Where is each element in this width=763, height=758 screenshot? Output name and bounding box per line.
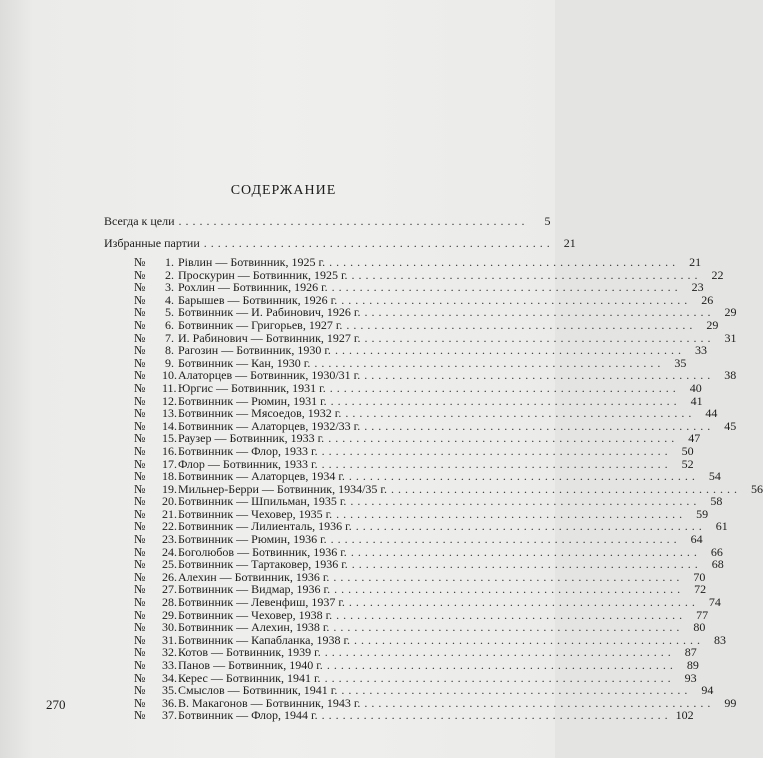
game-title: Алаторцев — Ботвинник, 1930/31 г. [178, 368, 361, 383]
leader-dots: .................................................. [364, 330, 715, 345]
game-number-sign: № [134, 519, 146, 534]
leader-dots: .................................................. [329, 255, 680, 269]
game-number: 29. [162, 607, 177, 622]
leader-dots: .................................................. [364, 695, 715, 710]
game-number: 26. [162, 569, 177, 584]
game-number: 2. [165, 267, 174, 282]
game-number-sign: № [134, 330, 146, 345]
game-number-sign: № [134, 317, 146, 332]
leader-dots: .................................................. [351, 557, 702, 572]
leader-dots: .................................................. [364, 418, 715, 433]
game-number: 10. [162, 368, 177, 383]
game-title: Ботвинник — Шпильман, 1935 г. [178, 494, 347, 509]
game-number: 19. [162, 481, 177, 496]
game-page: 33 [694, 343, 707, 358]
game-page: 68 [711, 557, 724, 572]
game-title: Алехин — Ботвинник, 1936 г. [178, 569, 330, 584]
leader-dots: .................................................. [333, 620, 684, 635]
game-number-sign: № [134, 267, 146, 282]
game-page: 26 [701, 292, 714, 307]
leader-dots: .................................................. [203, 236, 554, 250]
game-number: 24. [162, 544, 177, 559]
game-page: 64 [690, 532, 703, 547]
game-page: 74 [708, 595, 721, 610]
game-title: Проскурин — Ботвинник, 1925 г. [178, 267, 348, 282]
game-page: 52 [681, 456, 694, 471]
game-number-sign: № [134, 418, 146, 433]
game-number: 3. [165, 280, 174, 295]
game-title: Ботвинник — Флор, 1944 г. [178, 708, 318, 723]
game-title: Барышев — Ботвинник, 1926 г. [178, 292, 338, 307]
game-page: 89 [686, 658, 699, 672]
leader-dots: .................................................. [334, 343, 685, 358]
toc-intro-row [104, 212, 551, 234]
toc-game-row [104, 255, 702, 269]
game-number-sign: № [134, 683, 146, 698]
game-title: Керес — Ботвинник, 1941 г. [178, 670, 321, 685]
game-page: 58 [710, 494, 723, 509]
game-number: 15. [162, 431, 177, 446]
toc-game-row [104, 708, 694, 723]
game-page: 45 [724, 418, 737, 433]
game-number: 13. [162, 406, 177, 421]
game-page: 93 [684, 670, 697, 685]
game-title: Ботвинник — И. Рабинович, 1926 г. [178, 305, 361, 320]
game-number-sign: № [134, 494, 146, 509]
game-number-sign: № [134, 569, 146, 584]
game-page: 35 [674, 355, 687, 370]
leader-dots: .................................................. [391, 481, 741, 496]
game-number-sign: № [134, 292, 146, 307]
game-number-sign: № [134, 557, 146, 572]
leader-dots: .................................................. [330, 532, 681, 547]
toc-game-row [104, 406, 718, 421]
game-number-sign: № [134, 469, 146, 484]
game-number-sign: № [134, 658, 146, 672]
leader-dots: .................................................. [348, 595, 699, 610]
game-number: 5. [165, 305, 174, 320]
game-title: Ботвинник — Флор, 1933 г. [178, 443, 318, 458]
game-title: Ботвинник — Рюмин, 1931 г. [178, 393, 327, 408]
leader-dots: .................................................. [350, 494, 701, 509]
leader-dots: .................................................. [345, 406, 696, 421]
leader-dots: .................................................. [336, 607, 687, 622]
game-number: 30. [162, 620, 177, 635]
game-page: 21 [689, 255, 702, 269]
game-title: В. Макагонов — Ботвинник, 1943 г. [178, 695, 361, 710]
game-number-sign: № [134, 380, 146, 395]
game-number: 27. [162, 582, 177, 597]
game-page: 66 [710, 544, 723, 559]
game-number-sign: № [134, 670, 146, 685]
leader-dots: .................................................. [333, 569, 684, 584]
game-number: 18. [162, 469, 177, 484]
leader-dots: .................................................. [334, 582, 685, 597]
game-number: 33. [162, 658, 177, 672]
game-page: 61 [715, 519, 728, 534]
game-title: И. Рабинович — Ботвинник, 1927 г. [178, 330, 361, 345]
game-number: 23. [162, 532, 177, 547]
toc-game-row [104, 683, 714, 698]
leader-dots: .................................................. [350, 544, 701, 559]
game-number-sign: № [134, 695, 146, 710]
toc-game-row [104, 380, 702, 395]
game-page: 54 [708, 469, 721, 484]
leader-dots: .................................................. [354, 632, 705, 647]
toc-intro-page: 21 [563, 236, 576, 250]
game-page: 99 [724, 695, 737, 710]
game-page: 59 [696, 506, 709, 521]
toc-game-row [104, 317, 719, 332]
game-title: Мильнер-Берри — Ботвинник, 1934/35 г. [178, 481, 387, 496]
leader-dots: .................................................. [324, 645, 675, 660]
toc-intro-label: Избранные партии [104, 236, 200, 250]
leader-dots: .................................................. [351, 267, 702, 282]
game-number: 8. [165, 343, 174, 358]
game-title: Боголюбов — Ботвинник, 1936 г. [178, 544, 347, 559]
game-number: 36. [162, 695, 177, 710]
game-number-sign: № [134, 431, 146, 446]
game-page: 44 [705, 406, 718, 421]
game-number: 12. [162, 393, 177, 408]
game-number: 22. [162, 519, 177, 534]
game-title: Ботвинник — Мясоедов, 1932 г. [178, 406, 342, 421]
game-number-sign: № [134, 255, 146, 269]
leader-dots: .................................................. [355, 519, 706, 534]
game-page: 50 [681, 443, 694, 458]
leader-dots: .................................................. [321, 456, 672, 471]
game-title: Котов — Ботвинник, 1939 г. [178, 645, 321, 660]
game-page: 72 [694, 582, 707, 597]
game-page: 22 [711, 267, 724, 282]
toc-game-row [104, 557, 724, 572]
game-title: Ботвинник — Рюмин, 1936 г. [178, 532, 327, 547]
game-number-sign: № [134, 595, 146, 610]
game-title: Рохлин — Ботвинник, 1926 г. [178, 280, 328, 295]
leader-dots: .................................................. [324, 670, 675, 685]
leader-dots: .................................................. [329, 380, 680, 395]
game-number: 34. [162, 670, 177, 685]
game-page: 23 [691, 280, 704, 295]
toc-game-row [104, 443, 694, 458]
game-number: 16. [162, 443, 177, 458]
leader-dots: .................................................. [364, 368, 715, 383]
game-title: Ботвинник — Видмар, 1936 г. [178, 582, 331, 597]
leader-dots: .................................................. [348, 469, 699, 484]
game-title: Ботвинник — Григорьев, 1927 г. [178, 317, 343, 332]
game-page: 29 [724, 305, 737, 320]
game-number-sign: № [134, 443, 146, 458]
leader-dots: .................................................. [321, 708, 672, 723]
game-number: 35. [162, 683, 177, 698]
game-number: 11. [162, 380, 177, 395]
toc-game-row [104, 658, 699, 672]
game-page: 80 [693, 620, 706, 635]
game-page: 31 [724, 330, 737, 345]
toc-game-row [104, 532, 703, 547]
game-page: 40 [689, 380, 702, 395]
game-number: 20. [162, 494, 177, 509]
game-page: 87 [684, 645, 697, 660]
leader-dots: .................................................. [178, 214, 529, 228]
game-number-sign: № [134, 708, 146, 723]
leader-dots: .................................................. [341, 292, 692, 307]
game-number-sign: № [134, 368, 146, 383]
game-title: Рівлин — Ботвинник, 1925 г. [178, 255, 326, 269]
game-number: 9. [165, 355, 174, 370]
toc-intro-page: 5 [544, 214, 551, 228]
leader-dots: .................................................. [330, 393, 681, 408]
game-number-sign: № [134, 355, 146, 370]
leader-dots: .................................................. [321, 443, 672, 458]
game-number: 1. [165, 255, 174, 269]
game-title: Ботвинник — Чеховер, 1935 г. [178, 506, 333, 521]
game-page: 29 [706, 317, 719, 332]
toc-intro-label: Всегда к цели [104, 214, 175, 228]
game-number: 6. [165, 317, 174, 332]
game-number: 31. [162, 632, 177, 647]
game-number-sign: № [134, 343, 146, 358]
game-title: Раузер — Ботвинник, 1933 г. [178, 431, 325, 446]
page-title: СОДЕРЖАНИЕ [230, 183, 337, 198]
leader-dots: .................................................. [314, 355, 665, 370]
game-page: 102 [675, 708, 694, 723]
game-number-sign: № [134, 607, 146, 622]
leader-dots: .................................................. [331, 280, 682, 295]
game-page: 38 [724, 368, 737, 383]
leader-dots: .................................................. [346, 317, 697, 332]
game-number-sign: № [134, 645, 146, 660]
game-title: Ботвинник — Капабланка, 1938 г. [178, 632, 351, 647]
game-number-sign: № [134, 506, 146, 521]
game-title: Ботвинник — Алаторцев, 1932/33 г. [178, 418, 361, 433]
game-title: Ботвинник — Алаторцев, 1934 г. [178, 469, 345, 484]
game-title: Ботвинник — Лилиенталь, 1936 г. [178, 519, 352, 534]
game-number: 17. [162, 456, 177, 471]
game-number: 25. [162, 557, 177, 572]
game-number-sign: № [134, 456, 146, 471]
leader-dots: .................................................. [328, 431, 679, 446]
game-number: 37. [162, 708, 177, 723]
game-title: Флор — Ботвинник, 1933 г. [178, 456, 318, 471]
game-title: Панов — Ботвинник, 1940 г. [178, 658, 323, 672]
table-of-contents [104, 212, 763, 723]
toc-game-row [104, 595, 721, 610]
toc-game-row [104, 494, 723, 509]
leader-dots: .................................................. [364, 305, 715, 320]
game-title: Ботвинник — Левенфиш, 1937 г. [178, 595, 345, 610]
toc-game-row [104, 469, 721, 484]
game-title: Ботвинник — Чеховер, 1938 г. [178, 607, 333, 622]
game-page: 94 [701, 683, 714, 698]
game-title: Ботвинник — Алехин, 1938 г. [178, 620, 330, 635]
game-number: 14. [162, 418, 177, 433]
game-title: Юргис — Ботвинник, 1931 г. [178, 380, 326, 395]
game-number: 21. [162, 506, 177, 521]
leader-dots: .................................................. [336, 506, 687, 521]
game-number-sign: № [134, 544, 146, 559]
game-title: Смыслов — Ботвинник, 1941 г. [178, 683, 338, 698]
toc-game-row [104, 343, 707, 358]
leader-dots: .................................................. [341, 683, 692, 698]
game-page: 56 [751, 481, 763, 496]
game-number: 7. [165, 330, 174, 345]
game-number: 32. [162, 645, 177, 660]
toc-intro-row [104, 234, 576, 256]
game-number: 28. [162, 595, 177, 610]
game-number-sign: № [134, 393, 146, 408]
game-number-sign: № [134, 620, 146, 635]
toc-game-row [104, 620, 706, 635]
game-page: 41 [690, 393, 703, 408]
game-title: Ботвинник — Кан, 1930 г. [178, 355, 311, 370]
game-number-sign: № [134, 582, 146, 597]
game-number-sign: № [134, 305, 146, 320]
game-page: 47 [688, 431, 701, 446]
game-page: 77 [696, 607, 709, 622]
game-page: 83 [714, 632, 727, 647]
leader-dots: .................................................. [326, 658, 677, 672]
games-list [104, 255, 763, 723]
game-number-sign: № [134, 406, 146, 421]
game-number-sign: № [134, 481, 146, 496]
page-number: 270 [46, 697, 66, 712]
game-number-sign: № [134, 632, 146, 647]
toc-game-row [104, 280, 704, 295]
game-title: Рагозин — Ботвинник, 1930 г. [178, 343, 331, 358]
game-number: 4. [165, 292, 174, 307]
game-number-sign: № [134, 280, 146, 295]
game-title: Ботвинник — Тартаковер, 1936 г. [178, 557, 348, 572]
game-page: 70 [693, 569, 706, 584]
game-number-sign: № [134, 532, 146, 547]
